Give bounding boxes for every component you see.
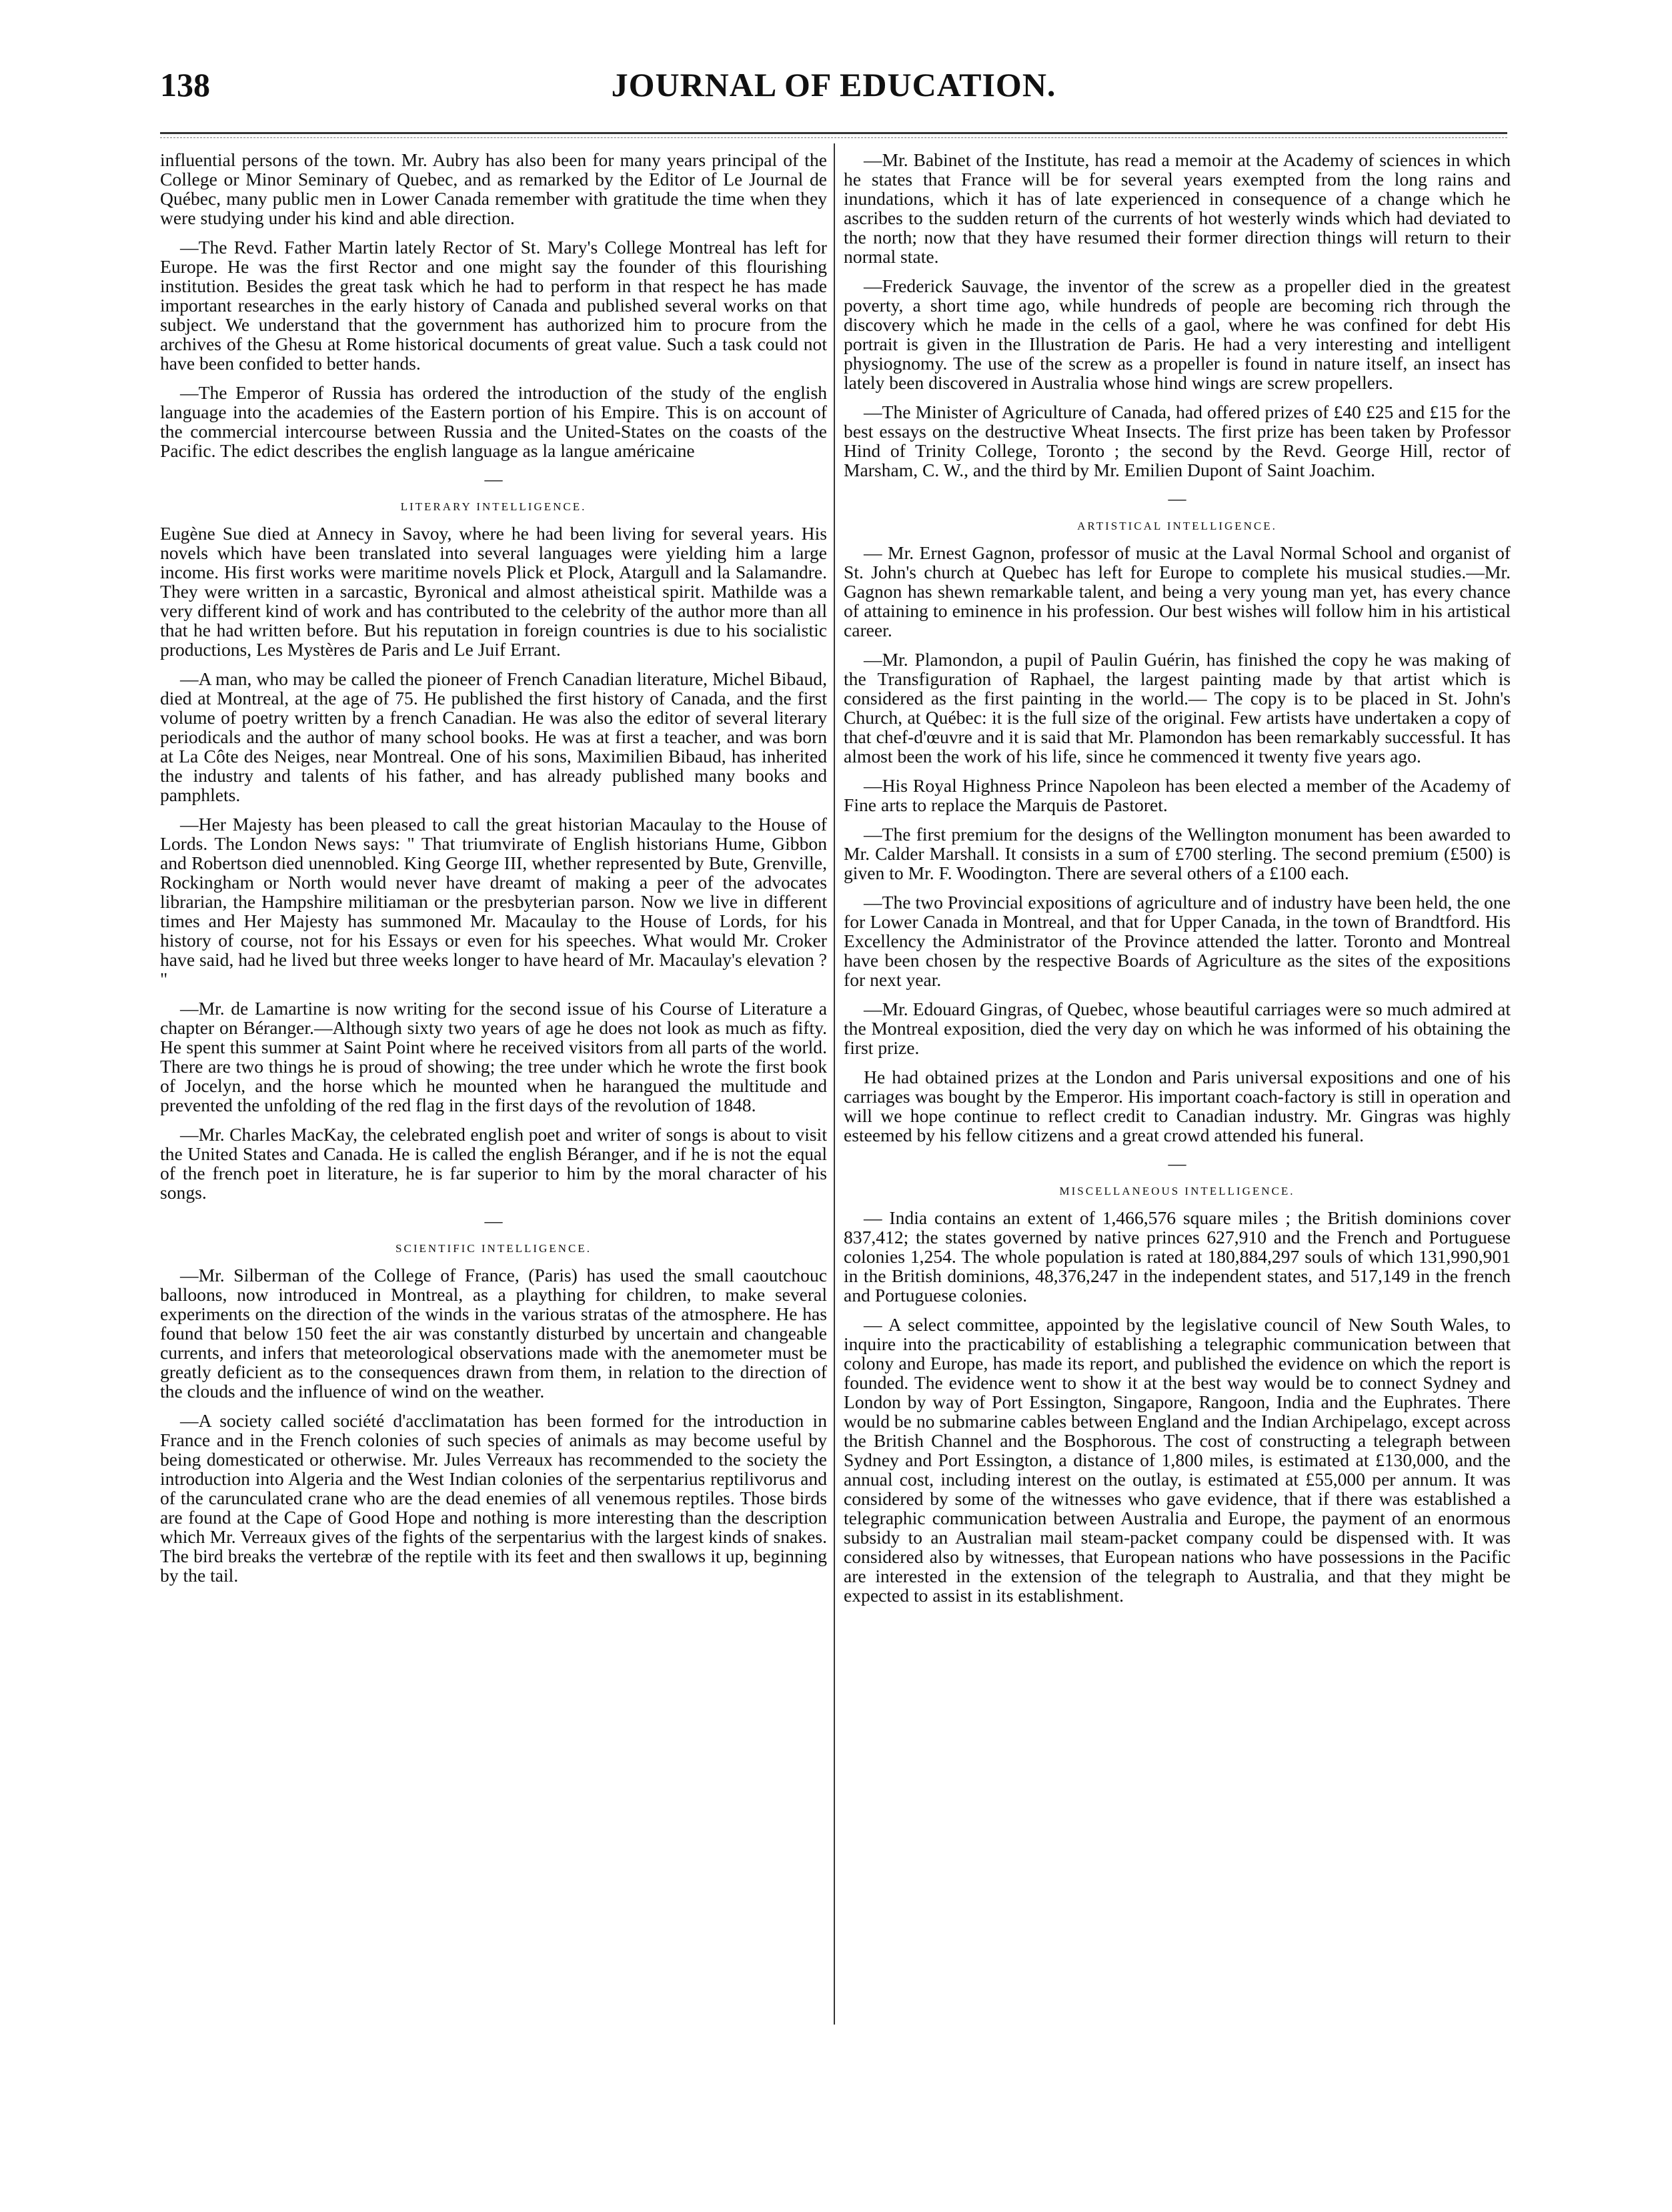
section-dash: — bbox=[484, 469, 503, 489]
paragraph-prince-napoleon: —His Royal Highness Prince Napoleon has been elected a member of the Academy of Fine arts to replace the Marquis de Pastoret. bbox=[844, 775, 1511, 815]
paragraph-provincial-expositions: —The two Provincial expositions of agriculture and of industry have been held, the one for Lower Canada in Montreal, and that for Upper Canada, in the town of Brandtford. His Excellency the Administrator of the Province attended the latter. Toronto and Montreal have been chosen by the respective Boards of Agriculture as the sites of the expositions for next year. bbox=[844, 892, 1511, 990]
literary-intelligence-heading: LITERARY INTELLIGENCE. bbox=[400, 500, 587, 513]
scientific-intelligence-heading: SCIENTIFIC INTELLIGENCE. bbox=[395, 1242, 592, 1255]
paragraph-telegraph-committee: — A select committee, appointed by the legislative council of New South Wales, to inquire into the practicability of establishing a telegraphic communication between that colony and Europe, has made its report, and published the evidence on which the report is founded. The evidence went to show it at the best way would be to connect Sydney and London by way of Port Essington, Singapore, Rangoon, India and the Euphrates. There would be no submarine cables between England and the Indian Archipelago, except across the British Channel and the Bosphorous. The cost of constructing a telegraph between Sydney and Port Essington, a distance of 1,800 miles, is estimated at £130,000, and the annual cost, including interest on the outlay, is estimated at £55,000 per annum. It was considered by some of the witnesses who gave evidence, that if there was established a telegraphic communication between Australia and Europe, the payment of an enormous subsidy to an Australian mail steam-packet company could be dispensed with. It was considered also by witnesses, that European nations who have possessions in the Pacific are interested in the extension of the telegraph to Australia, and that they might be expected to assist in its establishment. bbox=[844, 1314, 1511, 1606]
paragraph-emperor-russia: —The Emperor of Russia has ordered the introduction of the study of the english language into the academies of the Eastern portion of his Empire. This is on account of the commercial intercourse between Russia and the United-States on the coasts of the Pacific. The edict describes the english language as la langue américaine bbox=[160, 382, 827, 461]
paragraph-sauvage: —Frederick Sauvage, the inventor of the screw as a propeller died in the greatest poverty, a short time ago, while hundreds of people are becoming rich through the discovery which he made in the cells of a gaol, where he was confined for debt His portrait is given in the Illustration de Paris. He had a very interesting and intelligent physiognomy. The use of the screw as a propeller is found in nature itself, an insect has lately been discovered in Australia whose hind wings are screw propellers. bbox=[844, 275, 1511, 393]
journal-title: JOURNAL OF EDUCATION. bbox=[611, 66, 1056, 103]
paragraph-gagnon: — Mr. Ernest Gagnon, professor of music at the Laval Normal School and organist of St. John's church at Quebec has left for Europe to complete his musical studies.—Mr. Gagnon has shewn remarkable talent, and being a very young man yet, has every chance of attaining to eminence in his profession. Our best wishes will follow him in his artistical career. bbox=[844, 542, 1511, 640]
left-column bbox=[160, 150, 827, 1595]
paragraph-michel-bibaud: —A man, who may be called the pioneer of French Canadian literature, Michel Bibaud, died at Montreal, at the age of 75. He published the first history of Canada, and the first volume of poetry written by a french Canadian. He was also the editor of several literary periodicals and the author of many school books. He was at first a teacher, and was born at La Côte des Neiges, near Montreal. One of his sons, Maximilien Bibaud, has inherited the industry and talents of his father, and has already published many books and pamphlets. bbox=[160, 668, 827, 805]
page-number: 138 bbox=[160, 66, 210, 103]
right-column bbox=[844, 150, 1511, 1615]
artistical-intelligence-heading: ARTISTICAL INTELLIGENCE. bbox=[1077, 520, 1277, 532]
paragraph-gingras-prizes: He had obtained prizes at the London and Paris universal expositions and one of his carriages was bought by the Emperor. His important coach-factory is still in operation and will we hope continue to reflect credit to Canadian industry. Mr. Gingras was highly esteemed by his fellow citizens and a great crowd attended his funeral. bbox=[844, 1067, 1511, 1145]
section-dash: — bbox=[484, 1211, 503, 1231]
header-dashed-rule bbox=[160, 137, 1507, 138]
header-rule bbox=[160, 132, 1507, 134]
paragraph-father-martin: —The Revd. Father Martin lately Rector of St. Mary's College Montreal has left for Europe. He was the first Rector and one might say the founder of this flourishing institution. Besides the great task which he had to perform in that respect he has made important researches in the early history of Canada and published several works on that subject. We understand that the government has authorized him to procure from the archives of the Ghesu at Rome historical documents of great value. Such a task could not have been confided to better hands. bbox=[160, 237, 827, 374]
paragraph-plamondon: —Mr. Plamondon, a pupil of Paulin Guérin, has finished the copy he was making of the Transfiguration of Raphael, the largest painting made by that artist which is considered as the first painting in the world.— The copy is to be placed in St. John's Church, at Québec: it is the full size of the original. Few artists have undertaken a copy of that chef-d'œuvre and it is said that Mr. Plamondon has been remarkably successful. It has almost been the work of his life, since he commenced it twenty five years ago. bbox=[844, 649, 1511, 766]
paragraph-gingras: —Mr. Edouard Gingras, of Quebec, whose beautiful carriages were so much admired at the Montreal exposition, died the very day on which he was informed of his obtaining the first prize. bbox=[844, 999, 1511, 1058]
section-dash: — bbox=[1168, 488, 1186, 508]
paragraph-aubry: influential persons of the town. Mr. Aubry has also been for many years principal of the College or Minor Seminary of Quebec, and as remarked by the Editor of Le Journal de Québec, many public men in Lower Canada remember with gratitude the time when they were studying under his kind and able direction. bbox=[160, 149, 827, 228]
paragraph-eugene-sue: Eugène Sue died at Annecy in Savoy, where he had been living for several years. His novels which have been translated into several languages were yielding him a large income. His first works were maritime novels Plick et Plock, Atargull and la Salamandre. They were written in a sarcastic, Byronical and almost atheistical spirit. Mathilde was a very different kind of work and has contributed to the celebrity of the author more than all that he had written before. But his reputation in foreign countries is due to his socialistic productions, Les Mystères de Paris and Le Juif Errant. bbox=[160, 523, 827, 660]
paragraph-lamartine: —Mr. de Lamartine is now writing for the second issue of his Course of Literature a chapter on Béranger.—Although sixty two years of age he does not look as much as fifty. He spent this summer at Saint Point where he received visitors from all parts of the world. There are two things he is proud of showing; the tree under which he wrote the first book of Jocelyn, and the horse which he mounted when he harangued the multitude and prevented the unfolding of the red flag in the first days of the revolution of 1848. bbox=[160, 998, 827, 1115]
paragraph-minister-agriculture: —The Minister of Agriculture of Canada, had offered prizes of £40 £25 and £15 for the best essays on the destructive Wheat Insects. The first prize has been taken by Professor Hind of Trinity College, Toronto ; the second by the Revd. George Hill, rector of Marsham, C. W., and the third by Mr. Emilien Dupont of Saint Joachim. bbox=[844, 402, 1511, 480]
paragraph-macaulay: —Her Majesty has been pleased to call the great historian Macaulay to the House of Lords. The London News says: " That triumvirate of English historians Hume, Gibbon and Robertson died unennobled. King George III, whether represented by Bute, Grenville, Rockingham or North would never have dreamt of making a peer of the advocates librarian, the Hampshire militiaman or the presbyterian parson. Now we live in different times and Her Majesty has summoned Mr. Macaulay to the House of Lords, for his history of course, not for his Essays or even for his speeches. What would Mr. Croker have said, had he lived but three weeks longer to have heard of Mr. Macaulay's elevation ? " bbox=[160, 814, 827, 989]
column-divider bbox=[834, 143, 835, 2025]
paragraph-charles-mackay: —Mr. Charles MacKay, the celebrated english poet and writer of songs is about to visit the United States and Canada. He is called the english Béranger, and if he is not the equal of the french poet in literature, he is far superior to him by the moral character of his songs. bbox=[160, 1124, 827, 1203]
paragraph-india: — India contains an extent of 1,466,576 square miles ; the British dominions cover 837,412; the states governed by native princes 627,910 and the French and Portuguese colonies 1,254. The whole population is rated at 180,884,297 souls of which 131,990,901 in the British dominions, 48,376,247 in the independent states, and 517,149 in the french and Portuguese colonies. bbox=[844, 1207, 1511, 1305]
page-header bbox=[160, 65, 1507, 119]
section-dash: — bbox=[1168, 1153, 1186, 1173]
paragraph-babinet: —Mr. Babinet of the Institute, has read a memoir at the Academy of sciences in which he states that France will be for several years exempted from the long rains and inundations, which it has of late experienced in consequence of a change which he ascribes to the sudden return of the currents of hot westerly winds which had deviated to the north; now that they have resumed their former direction things will return to their normal state. bbox=[844, 149, 1511, 267]
paragraph-acclimatation: —A society called société d'acclimatation has been formed for the introduction in France and in the French colonies of such species of animals as may become useful by being domesticated or otherwise. Mr. Jules Verreaux has recommended to the society the introduction into Algeria and the West Indian colonies of the serpentarius reptilivorus and of the carunculated crane who are the dead enemies of all venemous reptiles. Those birds are found at the Cape of Good Hope and nothing is more interesting than the description which Mr. Verreaux gives of the fights of the serpentarius with the largest kinds of snakes. The bird breaks the vertebræ of the reptile with its feet and then swallows it up, beginning by the tail. bbox=[160, 1410, 827, 1586]
paragraph-silberman: —Mr. Silberman of the College of France, (Paris) has used the small caoutchouc balloons, now introduced in Montreal, as a plaything for children, to make several experiments on the direction of the winds in the various stratas of the atmosphere. He has found that below 150 feet the air was constantly disturbed by uncertain and changeable currents, and infers that meteorological observations made with the anemometer must be greatly deficient as to the consequences drawn from them, in relation to the direction of the clouds and the influence of wind on the weather. bbox=[160, 1265, 827, 1402]
paragraph-wellington-monument: —The first premium for the designs of the Wellington monument has been awarded to Mr. Calder Marshall. It consists in a sum of £700 sterling. The second premium (£500) is given to Mr. F. Woodington. There are several others of a £100 each. bbox=[844, 824, 1511, 883]
miscellaneous-intelligence-heading: MISCELLANEOUS INTELLIGENCE. bbox=[1059, 1185, 1295, 1197]
